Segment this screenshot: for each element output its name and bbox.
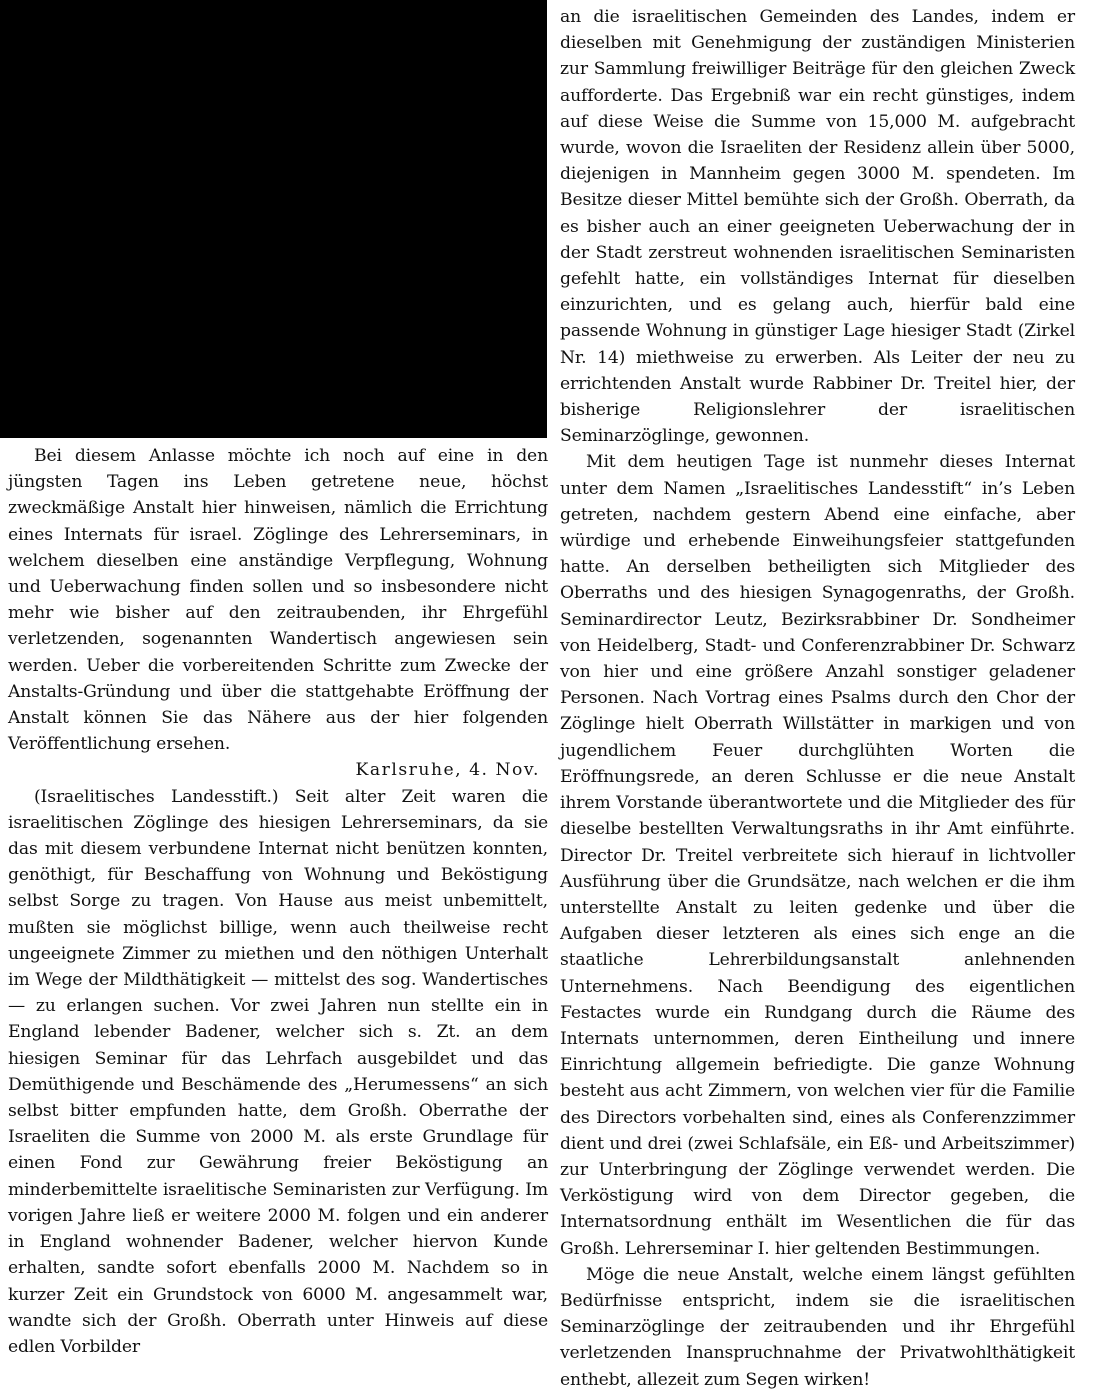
- article-paragraph-3: Möge die neue Anstalt, welche einem längst gefühlten Bedürfnisse entspricht, indem sie die israelitischen Seminarzöglinge der zeitraubenden und ihr Ehrgefühl verletzenden Inanspruchnahme der Privatwohlthätigkeit enthebt, allezeit zum Segen wirken!: [560, 1264, 1075, 1390]
- intro-paragraph: Bei diesem Anlasse möchte ich noch auf eine in den jüngsten Tagen ins Leben getretene neue, höchst zweckmäßige Anstalt hier hinweisen, nämlich die Errichtung eines Internats für israel. Zöglinge des Lehrerseminars, in welchem dieselben eine anständige Verpflegung, Wohnung und Ueberwachung finden sollen und so insbesondere nicht mehr wie bisher auf den zeitraubenden, ihr Ehrgefühl verletzenden, sogenannten Wandertisch angewiesen sein werden. Ueber die vorbereitenden Schritte zum Zwecke der Anstalts-Gründung und über die stattgehabte Eröffnung der Anstalt können Sie das Nähere aus der hier folgenden Veröffentlichung ersehen.: [8, 446, 548, 755]
- article-paragraph-1: (Israelitisches Landesstift.) Seit alter Zeit waren die israelitischen Zöglinge des hiesigen Lehrerseminars, da sie das mit diesem verbundene Internat nicht benützen konnten, genöthigt, für Beschaffung von Wohnung und Beköstigung selbst Sorge zu tragen. Von Hause aus meist unbemittelt, mußten sie möglichst billige, wenn auch theilweise recht ungeeignete Zimmer zu miethen und den nöthigen Unterhalt im Wege der Mildthätigkeit — mittelst des sog. Wandertisches — zu erlangen suchen. Vor zwei Jahren nun stellte ein in England lebender Badener, welcher sich s. Zt. an dem hiesigen Seminar für das Lehrfach ausgebildet und das Demüthigende und Beschämende des „Herumessens“ an sich selbst bitter empfunden hatte, dem Großh. Oberrathe der Israeliten die Summe von 2000 M. als erste Grundlage für einen Fond zur Gewährung freier Beköstigung an minderbemittelte israelitische Seminaristen zur Verfügung. Im vorigen Jahre ließ er weitere 2000 M. folgen und ein anderer in England wohnender Badener, welcher hiervon Kunde erhalten, sandte sofort ebenfalls 2000 M. Nachdem so in kurzer Zeit ein Grundstock von 6000 M. angesammelt war, wandte sich der Großh. Oberrath unter Hinweis auf diese edlen Vorbilder: [8, 786, 548, 1357]
- redacted-area: [0, 0, 547, 438]
- article-paragraph-1-continued: an die israelitischen Gemeinden des Landes, indem er dieselben mit Genehmigung der zuständigen Ministerien zur Sammlung freiwilliger Beiträge für den gleichen Zweck aufforderte. Das Ergebniß war ein recht günstiges, indem auf diese Weise die Summe von 15,000 M. aufgebracht wurde, wovon die Israeliten der Residenz allein über 5000, diejenigen in Mannheim gegen 3000 M. spendeten. Im Besitze dieser Mittel bemühte sich der Großh. Oberrath, da es bisher auch an einer geeigneten Ueberwachung der in der Stadt zerstreut wohnenden israelitischen Seminaristen gefehlt hatte, ein vollständiges Internat für dieselben einzurichten, und es gelang auch, hierfür bald eine passende Wohnung in günstiger Lage hiesiger Stadt (Zirkel Nr. 14) miethweise zu erwerben. Als Leiter der neu zu errichtenden Anstalt wurde Rabbiner Dr. Treitel hier, der bisherige Religionslehrer der israelitischen Seminarzöglinge, gewonnen.: [560, 7, 1075, 447]
- article-paragraph-2: Mit dem heutigen Tage ist nunmehr dieses Internat unter dem Namen „Israelitisches Landesstift“ in’s Leben getreten, nachdem gestern Abend eine einfache, aber würdige und erhebende Einweihungsfeier stattgefunden hatte. An derselben betheiligten sich Mitglieder des Oberraths und des hiesigen Synagogenraths, der Großh. Seminardirector Leutz, Bezirksrabbiner Dr. Sondheimer von Heidelberg, Stadt- und Conferenzrabbiner Dr. Schwarz von hier und eine größere Anzahl sonstiger geladener Personen. Nach Vortrag eines Psalms durch den Chor der Zöglinge hielt Oberrath Willstätter in markigen und von jugendlichem Feuer durchglühten Worten die Eröffnungsrede, an deren Schlusse er die neue Anstalt ihrem Vorstande überantwortete und die Mitglieder des für dieselbe bestellten Verwaltungsraths in ihr Amt einführte. Director Dr. Treitel verbreitete sich hierauf in lichtvoller Ausführung über die Grundsätze, nach welchen er die ihm unterstellte Anstalt zu leiten gedenke und über die Aufgaben dieser letzteren als eines sich enge an die staatliche Lehrerbildungsanstalt anlehnenden Unternehmens. Nach Beendigung des eigentlichen Festactes wurde ein Rundgang durch die Räume des Internats unternommen, deren Eintheilung und innere Einrichtung allgemein befriedigte. Die ganze Wohnung besteht aus acht Zimmern, von welchen vier für die Familie des Directors vorbehalten sind, eines als Conferenzzimmer dient und drei (zwei Schlafsäle, ein Eß- und Arbeitszimmer) zur Unterbringung der Zöglinge verwendet werden. Die Verköstigung wird von dem Director gegeben, die Internatsordnung enthält im Wesentlichen die für das Großh. Lehrerseminar I. hier geltenden Bestimmungen.: [560, 452, 1075, 1259]
- left-column: [8, 443, 548, 1360]
- right-column: [560, 4, 1075, 1393]
- dateline: Karlsruhe, 4. Nov.: [355, 760, 540, 781]
